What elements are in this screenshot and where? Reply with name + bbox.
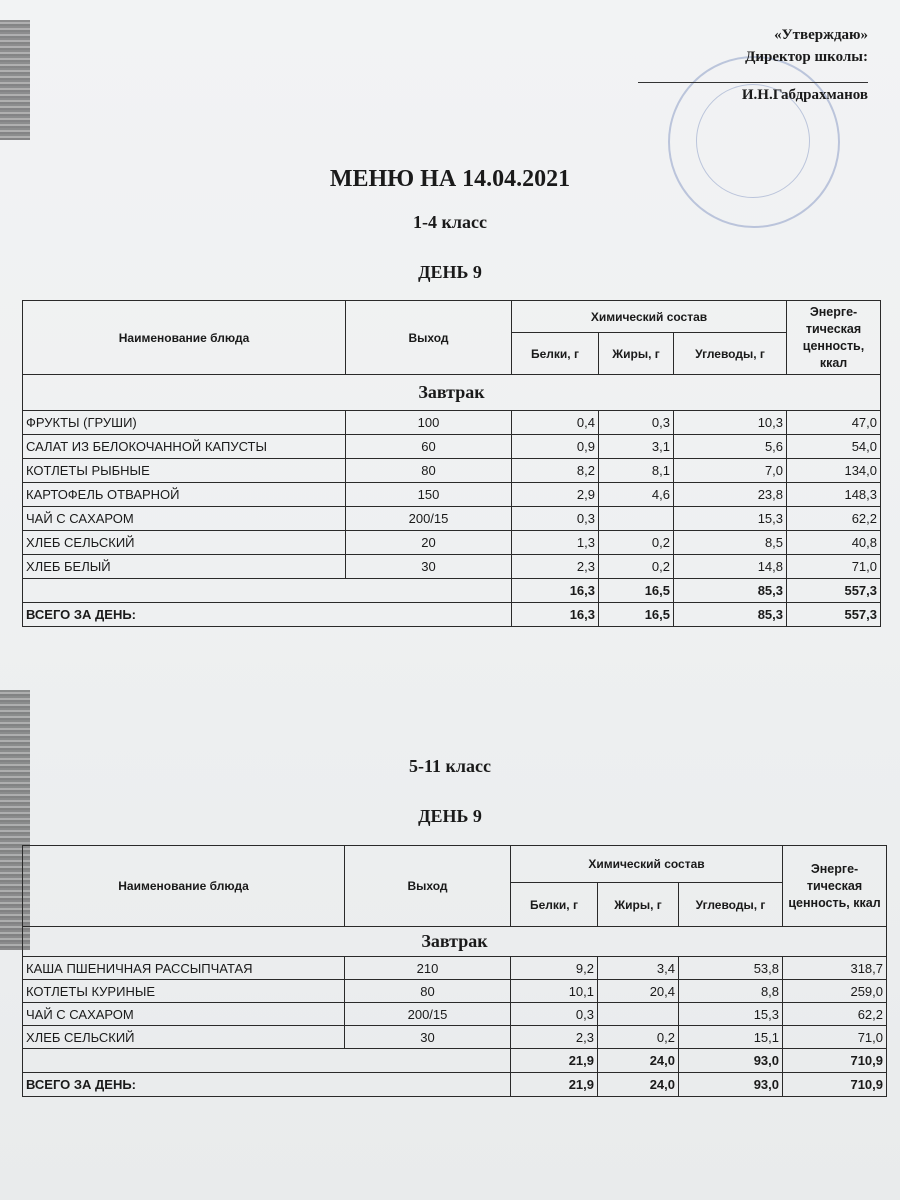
dish-name: ХЛЕБ БЕЛЫЙ: [23, 555, 346, 579]
dish-carbs: 8,8: [679, 980, 783, 1003]
table-row: [23, 435, 881, 459]
subtotal-energy: 710,9: [783, 1049, 887, 1073]
dish-carbs: 10,3: [674, 411, 787, 435]
dish-protein: 2,3: [511, 1026, 598, 1049]
table-row: [23, 1003, 887, 1026]
dish-protein: 8,2: [512, 459, 599, 483]
dish-protein: 10,1: [511, 980, 598, 1003]
header-fat: Жиры, г: [599, 333, 674, 375]
header-fat: Жиры, г: [598, 883, 679, 927]
dish-output: 80: [346, 459, 512, 483]
approval-position: Директор школы:: [745, 49, 868, 65]
subtotal-label-cell: [23, 1049, 511, 1073]
dish-output: 30: [346, 555, 512, 579]
dish-carbs: 5,6: [674, 435, 787, 459]
dish-name: ФРУКТЫ (ГРУШИ): [23, 411, 346, 435]
dish-protein: 0,3: [511, 1003, 598, 1026]
total-label: ВСЕГО ЗА ДЕНЬ:: [23, 1073, 511, 1097]
dish-output: 60: [346, 435, 512, 459]
table-row: [23, 980, 887, 1003]
dish-output: 80: [345, 980, 511, 1003]
dish-energy: 54,0: [787, 435, 881, 459]
subtotal-label-cell: [23, 579, 512, 603]
subtotal-fat: 16,5: [599, 579, 674, 603]
total-energy: 557,3: [787, 603, 881, 627]
header-dish: Наименование блюда: [23, 846, 345, 927]
header-output: Выход: [346, 301, 512, 375]
menu-table: [22, 845, 887, 1097]
dish-output: 210: [345, 957, 511, 980]
dish-carbs: 53,8: [679, 957, 783, 980]
table-row: [23, 411, 881, 435]
dish-fat: 8,1: [599, 459, 674, 483]
dish-name: КАША ПШЕНИЧНАЯ РАССЫПЧАТАЯ: [23, 957, 345, 980]
dish-protein: 0,4: [512, 411, 599, 435]
total-energy: 710,9: [783, 1073, 887, 1097]
dish-carbs: 15,1: [679, 1026, 783, 1049]
dish-energy: 71,0: [787, 555, 881, 579]
dish-name: САЛАТ ИЗ БЕЛОКОЧАННОЙ КАПУСТЫ: [23, 435, 346, 459]
dish-energy: 148,3: [787, 483, 881, 507]
dish-fat: 0,3: [599, 411, 674, 435]
table-row: [23, 957, 887, 980]
dish-protein: 2,3: [512, 555, 599, 579]
dish-name: КАРТОФЕЛЬ ОТВАРНОЙ: [23, 483, 346, 507]
dish-carbs: 15,3: [679, 1003, 783, 1026]
class-label: 5-11 класс: [409, 756, 491, 776]
dish-protein: 2,9: [512, 483, 599, 507]
dish-energy: 40,8: [787, 531, 881, 555]
header-output: Выход: [345, 846, 511, 927]
dish-name: ХЛЕБ СЕЛЬСКИЙ: [23, 1026, 345, 1049]
total-fat: 16,5: [599, 603, 674, 627]
menu-table: [22, 300, 881, 627]
approval-label: «Утверждаю»: [774, 27, 868, 43]
subtotal-fat: 24,0: [598, 1049, 679, 1073]
day-label: ДЕНЬ 9: [418, 806, 482, 826]
dish-fat: [599, 507, 674, 531]
dish-fat: 3,4: [598, 957, 679, 980]
dish-output: 150: [346, 483, 512, 507]
total-fat: 24,0: [598, 1073, 679, 1097]
subtotal-energy: 557,3: [787, 579, 881, 603]
dish-carbs: 14,8: [674, 555, 787, 579]
total-protein: 16,3: [512, 603, 599, 627]
total-carbs: 93,0: [679, 1073, 783, 1097]
dish-energy: 71,0: [783, 1026, 887, 1049]
header-carbs: Углеводы, г: [679, 883, 783, 927]
table-row: [23, 531, 881, 555]
table-row: [23, 483, 881, 507]
dish-output: 30: [345, 1026, 511, 1049]
dish-fat: 0,2: [598, 1026, 679, 1049]
dish-name: КОТЛЕТЫ РЫБНЫЕ: [23, 459, 346, 483]
dish-fat: 20,4: [598, 980, 679, 1003]
dish-name: ЧАЙ С САХАРОМ: [23, 1003, 345, 1026]
dish-carbs: 7,0: [674, 459, 787, 483]
dish-protein: 1,3: [512, 531, 599, 555]
dish-energy: 62,2: [783, 1003, 887, 1026]
header-chemical: Химический состав: [512, 301, 787, 333]
header-protein: Белки, г: [511, 883, 598, 927]
table-row: [23, 555, 881, 579]
dish-carbs: 8,5: [674, 531, 787, 555]
dish-energy: 134,0: [787, 459, 881, 483]
subtotal-carbs: 93,0: [679, 1049, 783, 1073]
dish-fat: [598, 1003, 679, 1026]
total-protein: 21,9: [511, 1073, 598, 1097]
dish-output: 100: [346, 411, 512, 435]
dish-protein: 0,3: [512, 507, 599, 531]
dish-fat: 0,2: [599, 531, 674, 555]
dish-name: ЧАЙ С САХАРОМ: [23, 507, 346, 531]
dish-energy: 62,2: [787, 507, 881, 531]
scan-edge-shadow: [0, 20, 30, 140]
meal-label: Завтрак: [23, 375, 881, 411]
day-label: ДЕНЬ 9: [418, 262, 482, 282]
dish-carbs: 15,3: [674, 507, 787, 531]
header-carbs: Углеводы, г: [674, 333, 787, 375]
dish-output: 20: [346, 531, 512, 555]
dish-fat: 3,1: [599, 435, 674, 459]
dish-name: ХЛЕБ СЕЛЬСКИЙ: [23, 531, 346, 555]
dish-protein: 0,9: [512, 435, 599, 459]
dish-output: 200/15: [346, 507, 512, 531]
header-protein: Белки, г: [512, 333, 599, 375]
header-energy: Энерге-тическая ценность, ккал: [787, 301, 881, 375]
dish-carbs: 23,8: [674, 483, 787, 507]
dish-energy: 259,0: [783, 980, 887, 1003]
table-row: [23, 459, 881, 483]
dish-output: 200/15: [345, 1003, 511, 1026]
header-chemical: Химический состав: [511, 846, 783, 883]
dish-fat: 4,6: [599, 483, 674, 507]
header-dish: Наименование блюда: [23, 301, 346, 375]
header-energy: Энерге-тическая ценность, ккал: [783, 846, 887, 927]
dish-energy: 47,0: [787, 411, 881, 435]
approval-signer: И.Н.Габдрахманов: [741, 87, 868, 103]
subtotal-protein: 21,9: [511, 1049, 598, 1073]
table-row: [23, 1026, 887, 1049]
signature-line: [638, 82, 868, 83]
dish-energy: 318,7: [783, 957, 887, 980]
subtotal-protein: 16,3: [512, 579, 599, 603]
page-title: МЕНЮ НА 14.04.2021: [329, 166, 571, 192]
dish-protein: 9,2: [511, 957, 598, 980]
class-label: 1-4 класс: [413, 212, 487, 232]
dish-name: КОТЛЕТЫ КУРИНЫЕ: [23, 980, 345, 1003]
approval-block: [638, 24, 868, 106]
subtotal-carbs: 85,3: [674, 579, 787, 603]
total-carbs: 85,3: [674, 603, 787, 627]
total-label: ВСЕГО ЗА ДЕНЬ:: [23, 603, 512, 627]
meal-label: Завтрак: [23, 927, 887, 957]
dish-fat: 0,2: [599, 555, 674, 579]
table-row: [23, 507, 881, 531]
